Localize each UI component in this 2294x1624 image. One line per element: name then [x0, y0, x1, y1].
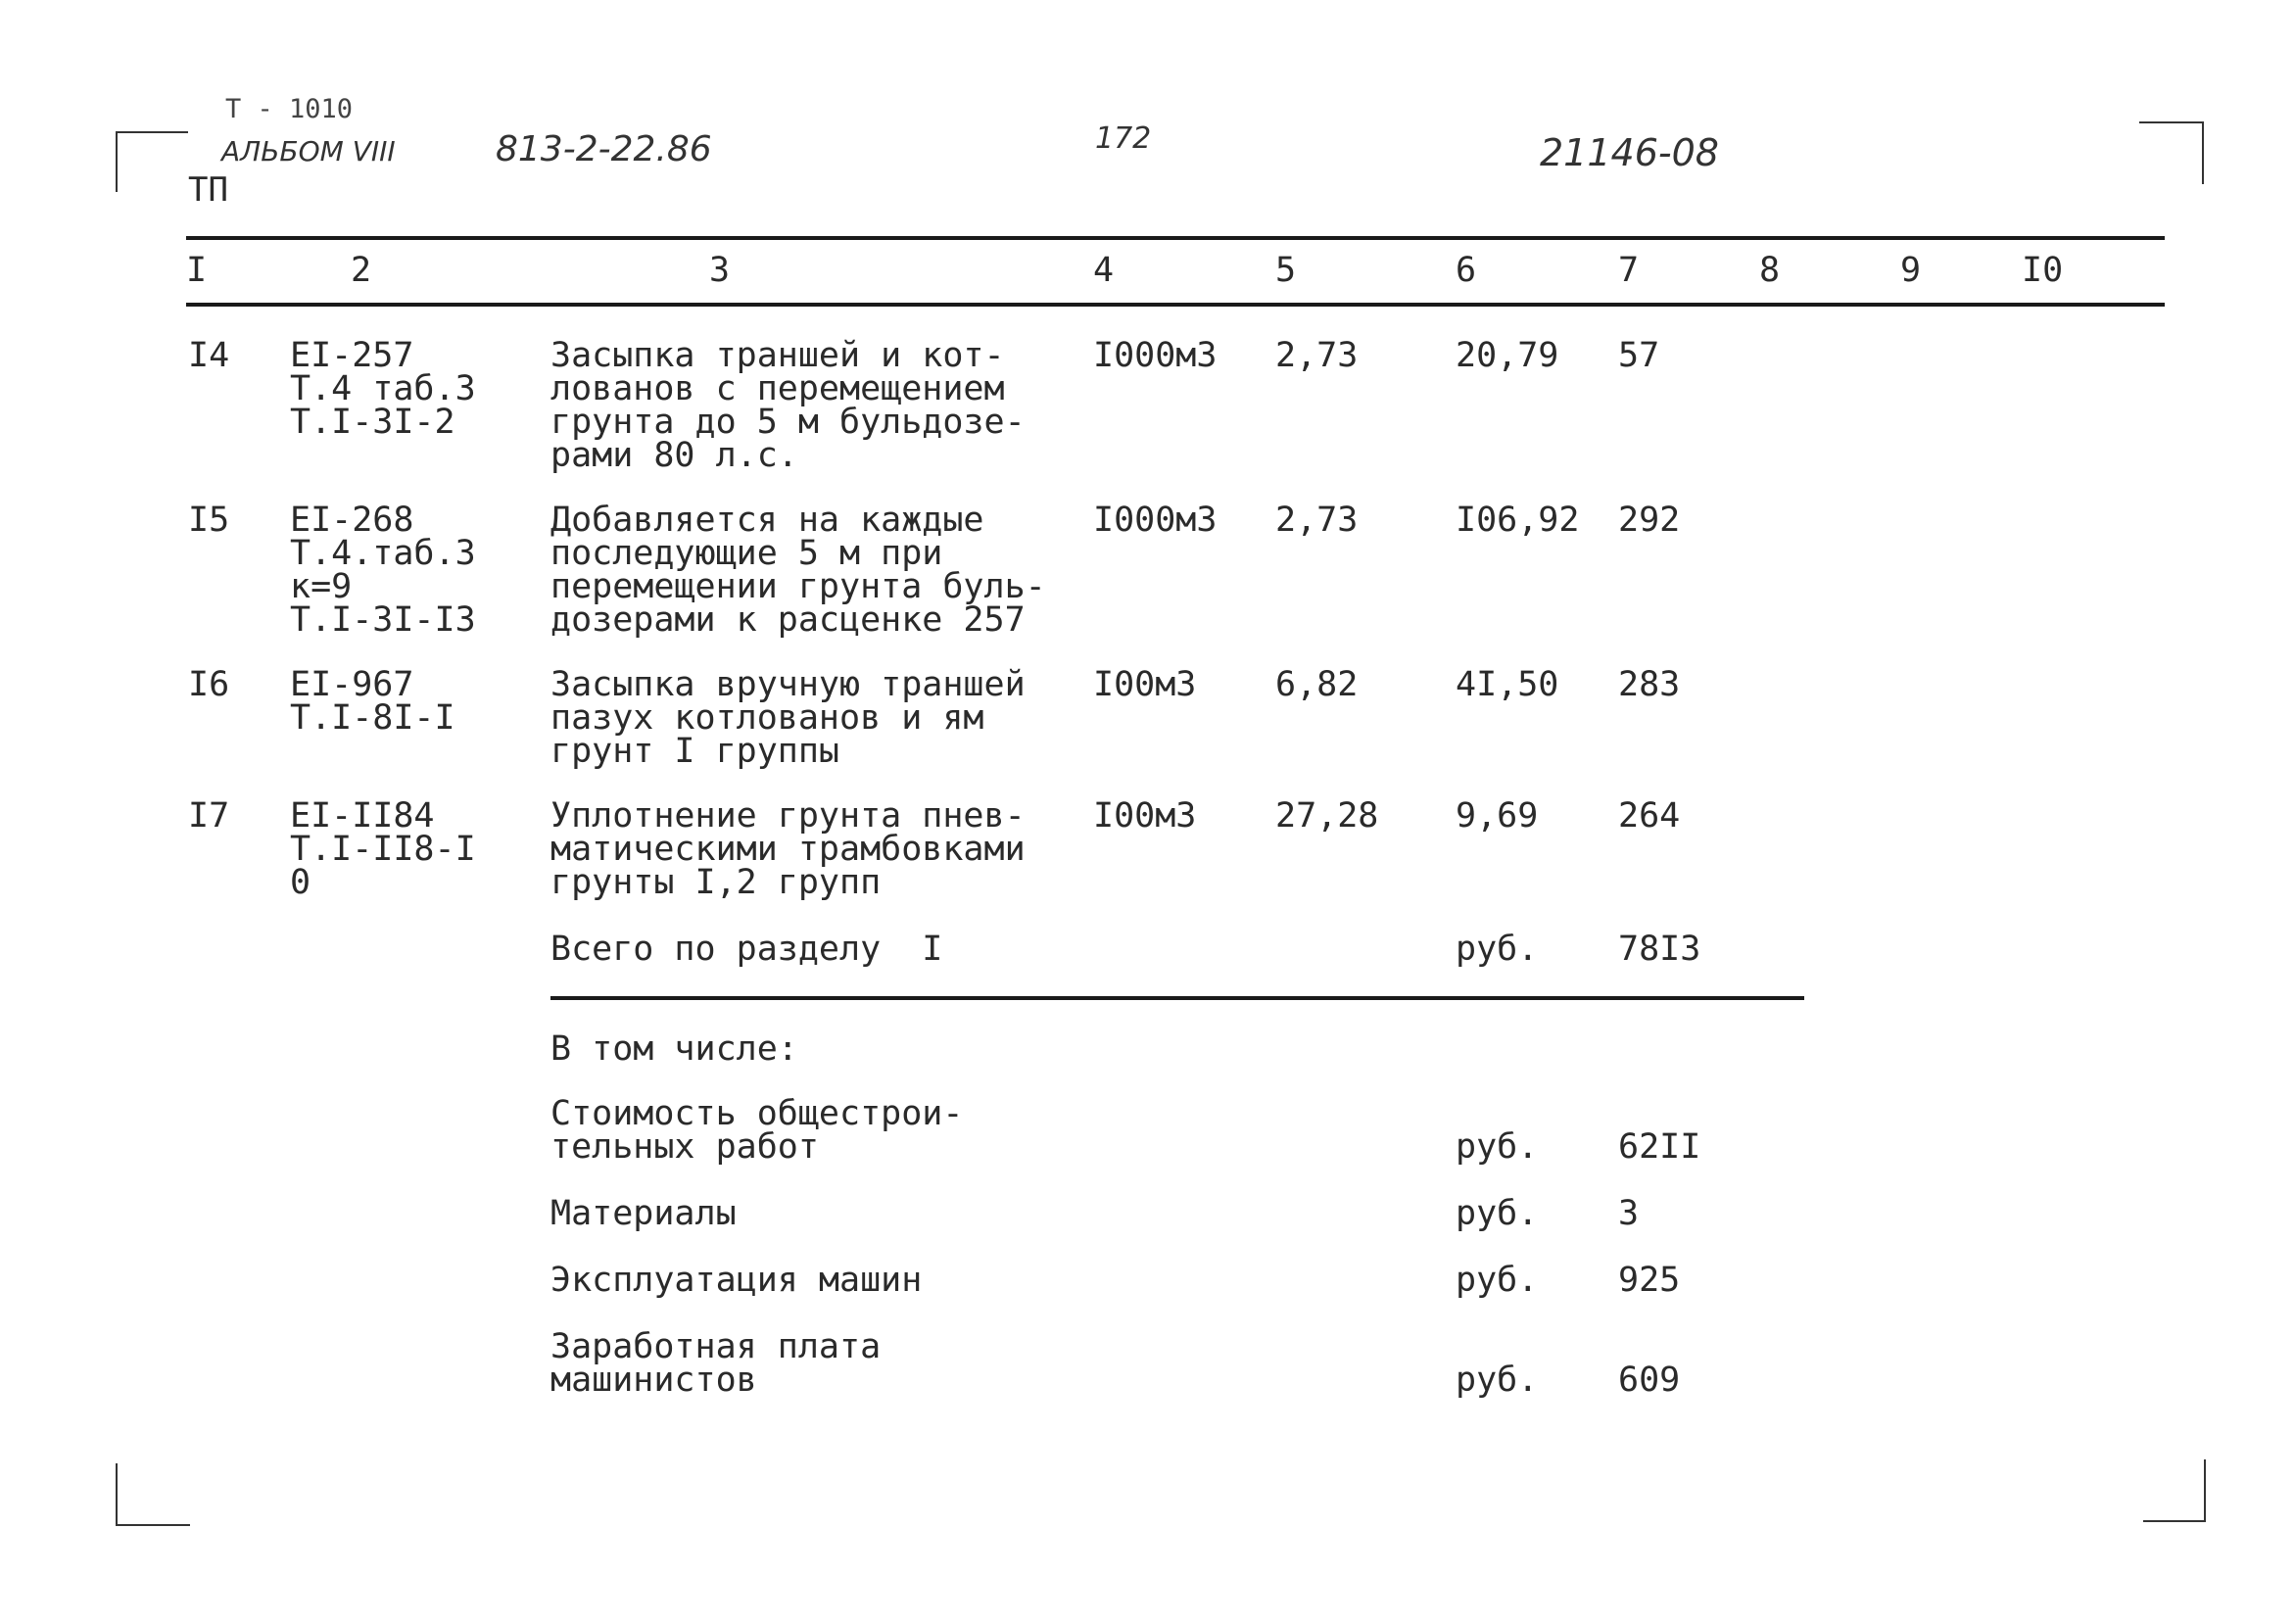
- unit: I000м3: [1093, 336, 1218, 375]
- column-header: 6: [1456, 251, 1477, 290]
- doc-code-top: Т - 1010: [225, 94, 354, 124]
- frame-corner-top-right: [2139, 121, 2204, 184]
- unit-price: 20,79: [1456, 336, 1559, 375]
- frame-corner-top-left: [116, 131, 188, 192]
- breakdown-label: Заработная плата машинистов: [550, 1327, 882, 1400]
- column-header: I0: [2022, 251, 2064, 290]
- section-total-unit: руб.: [1456, 930, 1539, 969]
- section-total-rule: [550, 996, 1804, 1000]
- row-number: I4: [188, 336, 230, 375]
- unit-price: 9,69: [1456, 796, 1539, 836]
- series-number: 813-2-22.86: [496, 129, 712, 169]
- total-cost: 283: [1618, 665, 1681, 704]
- breakdown-unit: руб.: [1456, 1361, 1539, 1400]
- rate-code: EI-257 Т.4 таб.3 Т.I-3I-2: [290, 336, 476, 442]
- column-header: 9: [1900, 251, 1922, 290]
- quantity: 27,28: [1275, 796, 1379, 836]
- column-header: 8: [1759, 251, 1781, 290]
- row-number: I7: [188, 796, 230, 836]
- row-number: I6: [188, 665, 230, 704]
- breakdown-unit: руб.: [1456, 1261, 1539, 1300]
- breakdown-value: 62II: [1618, 1127, 1701, 1167]
- breakdown-label: Эксплуатация машин: [550, 1261, 923, 1300]
- rate-code: EI-268 Т.4.таб.3 к=9 Т.I-3I-I3: [290, 501, 476, 640]
- unit: I00м3: [1093, 796, 1197, 836]
- breakdown-intro: В том числе:: [550, 1029, 798, 1069]
- breakdown-unit: руб.: [1456, 1127, 1539, 1167]
- work-description: Засыпка траншей и кот- лованов с перемещением грунта до 5 м бульдозе- рами 80 л.с.: [550, 336, 1026, 475]
- sheet-code: 21146-08: [1540, 131, 1719, 174]
- total-cost: 264: [1618, 796, 1681, 836]
- frame-corner-bottom-right: [2143, 1459, 2206, 1522]
- quantity: 2,73: [1275, 336, 1359, 375]
- column-header: 2: [351, 251, 372, 290]
- breakdown-value: 609: [1618, 1361, 1681, 1400]
- column-header: 5: [1275, 251, 1297, 290]
- unit: I000м3: [1093, 501, 1218, 540]
- total-cost: 292: [1618, 501, 1681, 540]
- table-header-bottom-rule: [186, 303, 2165, 307]
- breakdown-label: Материалы: [550, 1194, 737, 1233]
- unit: I00м3: [1093, 665, 1197, 704]
- breakdown-unit: руб.: [1456, 1194, 1539, 1233]
- frame-corner-bottom-left: [116, 1463, 190, 1526]
- breakdown-value: 3: [1618, 1194, 1640, 1233]
- work-description: Добавляется на каждые последующие 5 м при перемещении грунта буль- дозерами к расценке 257: [550, 501, 1046, 640]
- row-number: I5: [188, 501, 230, 540]
- table-top-rule: [186, 236, 2165, 240]
- section-total-value: 78I3: [1618, 930, 1701, 969]
- tp-label: ТП: [188, 170, 228, 210]
- total-cost: 57: [1618, 336, 1660, 375]
- unit-price: I06,92: [1456, 501, 1580, 540]
- work-description: Засыпка вручную траншей пазух котлованов и ям грунт I группы: [550, 665, 1026, 771]
- quantity: 6,82: [1275, 665, 1359, 704]
- breakdown-label: Стоимость общестрои- тельных работ: [550, 1094, 964, 1167]
- work-description: Уплотнение грунта пнев- матическими трамбовками грунты I,2 групп: [550, 796, 1026, 902]
- quantity: 2,73: [1275, 501, 1359, 540]
- section-total-label: Всего по разделу I: [550, 930, 943, 969]
- column-header: I: [186, 251, 208, 290]
- column-header: 4: [1093, 251, 1115, 290]
- rate-code: EI-II84 Т.I-II8-I 0: [290, 796, 476, 902]
- album-label: АЛЬБОМ VIII: [221, 135, 396, 167]
- column-header: 3: [709, 251, 731, 290]
- breakdown-value: 925: [1618, 1261, 1681, 1300]
- unit-price: 4I,50: [1456, 665, 1559, 704]
- rate-code: EI-967 Т.I-8I-I: [290, 665, 455, 738]
- column-header: 7: [1618, 251, 1640, 290]
- page-number: 172: [1095, 121, 1152, 156]
